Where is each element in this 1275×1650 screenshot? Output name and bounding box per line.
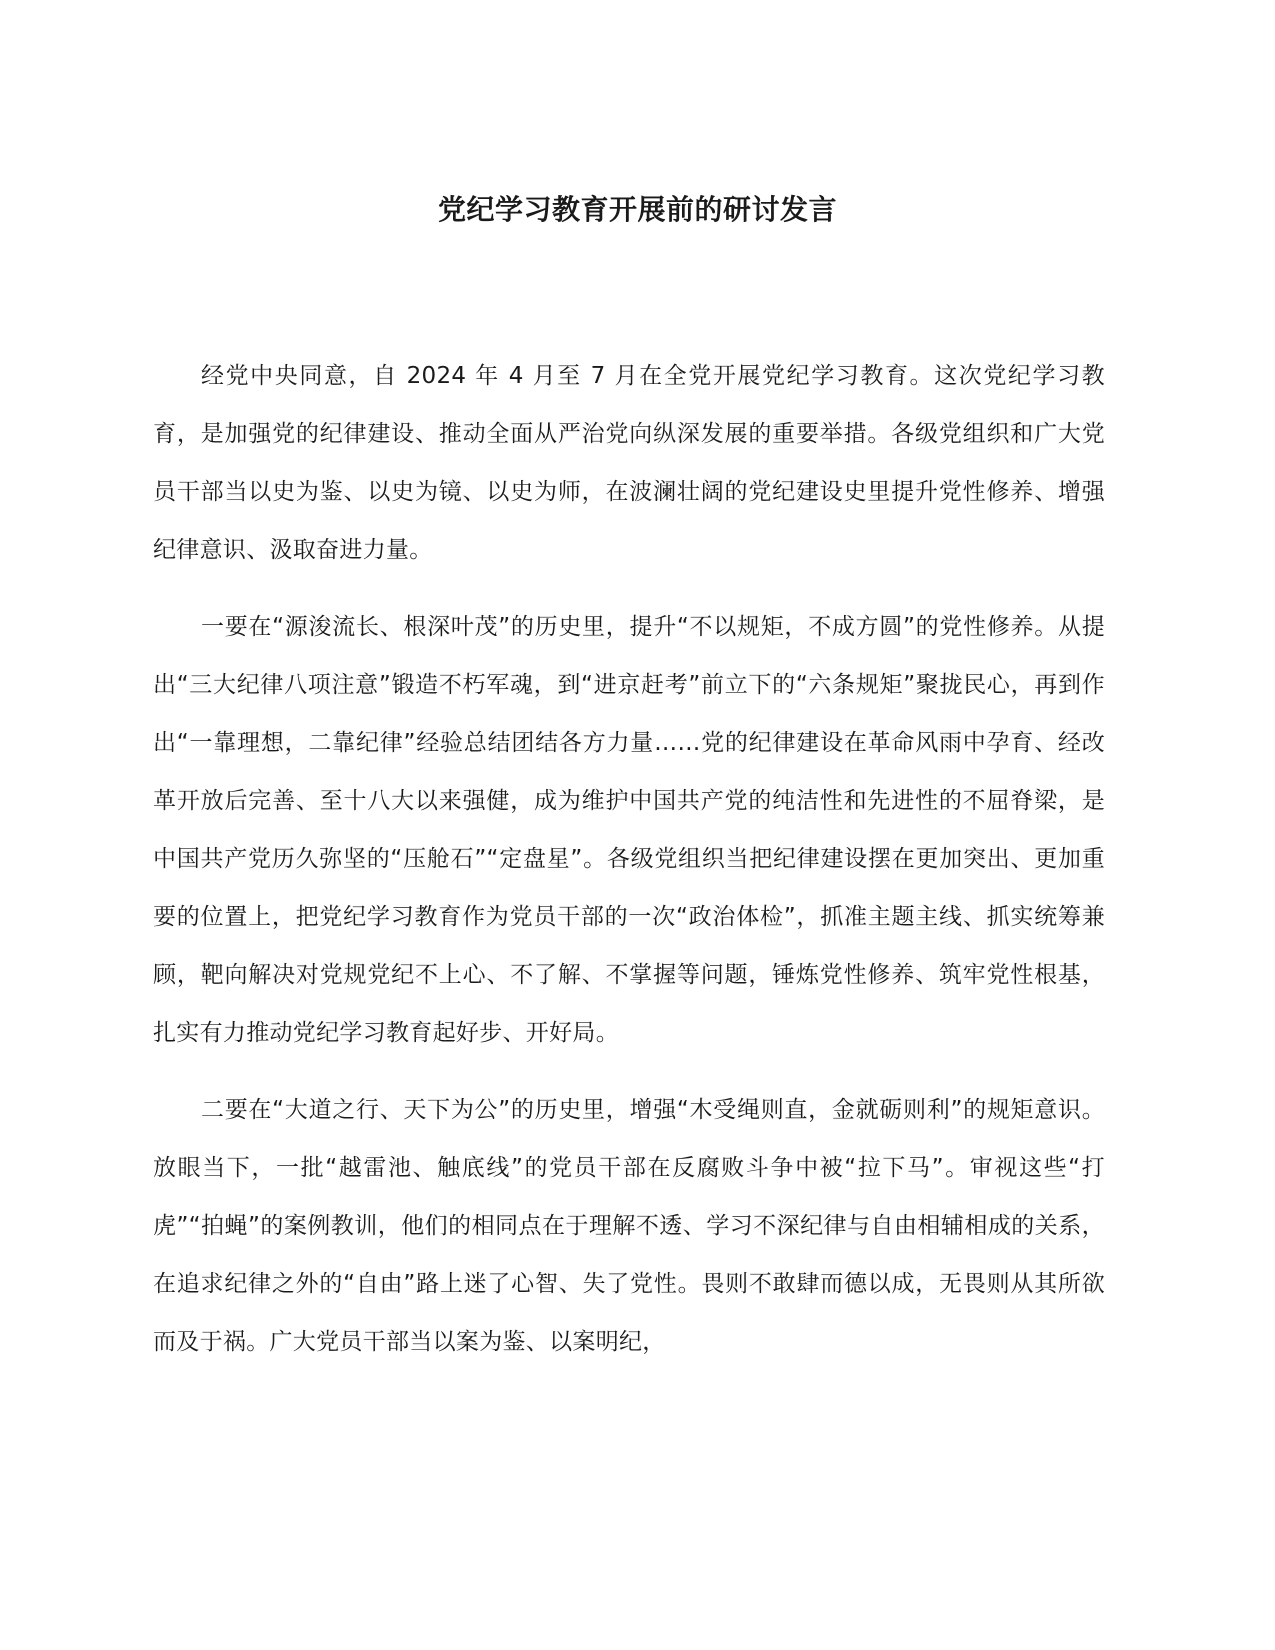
paragraph-point-one: 一要在“源浚流长、根深叶茂”的历史里，提升“不以规矩，不成方圆”的党性修养。从提出“三大纪律八项注意”锻造不朽军魂，到“进京赶考”前立下的“六条规矩”聚拢民心，再到作出“一靠理想，二靠纪律”经验总结团结各方力量……党的纪律建设在革命风雨中孕育、经改革开放后完善、至十八大以来强健，成为维护中国共产党的纯洁性和先进性的不屈脊梁，是中国共产党历久弥坚的“压舱石”“定盘星”。各级党组织当把纪律建设摆在更加突出、更加重要的位置上，把党纪学习教育作为党员干部的一次“政治体检”，抓准主题主线、抓实统筹兼顾，靶向解决对党规党纪不上心、不了解、不掌握等问题，锤炼党性修养、筑牢党性根基，扎实有力推动党纪学习教育起好步、开好局。: [153, 614, 1105, 1046]
paragraph-point-two: 二要在“大道之行、天下为公”的历史里，增强“木受绳则直，金就砺则利”的规矩意识。放眼当下，一批“越雷池、触底线”的党员干部在反腐败斗争中被“拉下马”。审视这些“打虎”“拍蝇”的案例教训，他们的相同点在于理解不透、学习不深纪律与自由相辅相成的关系，在追求纪律之外的“自由”路上迷了心智、失了党性。畏则不敢肆而德以成，无畏则从其所欲而及于祸。广大党员干部当以案为鉴、以案明纪，: [153, 1097, 1105, 1355]
paragraph-intro: 经党中央同意，自 2024 年 4 月至 7 月在全党开展党纪学习教育。这次党纪学习教育，是加强党的纪律建设、推动全面从严治党向纵深发展的重要举措。各级党组织和广大党员干部当以史为鉴、以史为镜、以史为师，在波澜壮阔的党纪建设史里提升党性修养、增强纪律意识、汲取奋进力量。: [153, 363, 1105, 563]
document-title: 党纪学习教育开展前的研讨发言: [437, 193, 837, 226]
document-body: [153, 347, 1105, 1390]
